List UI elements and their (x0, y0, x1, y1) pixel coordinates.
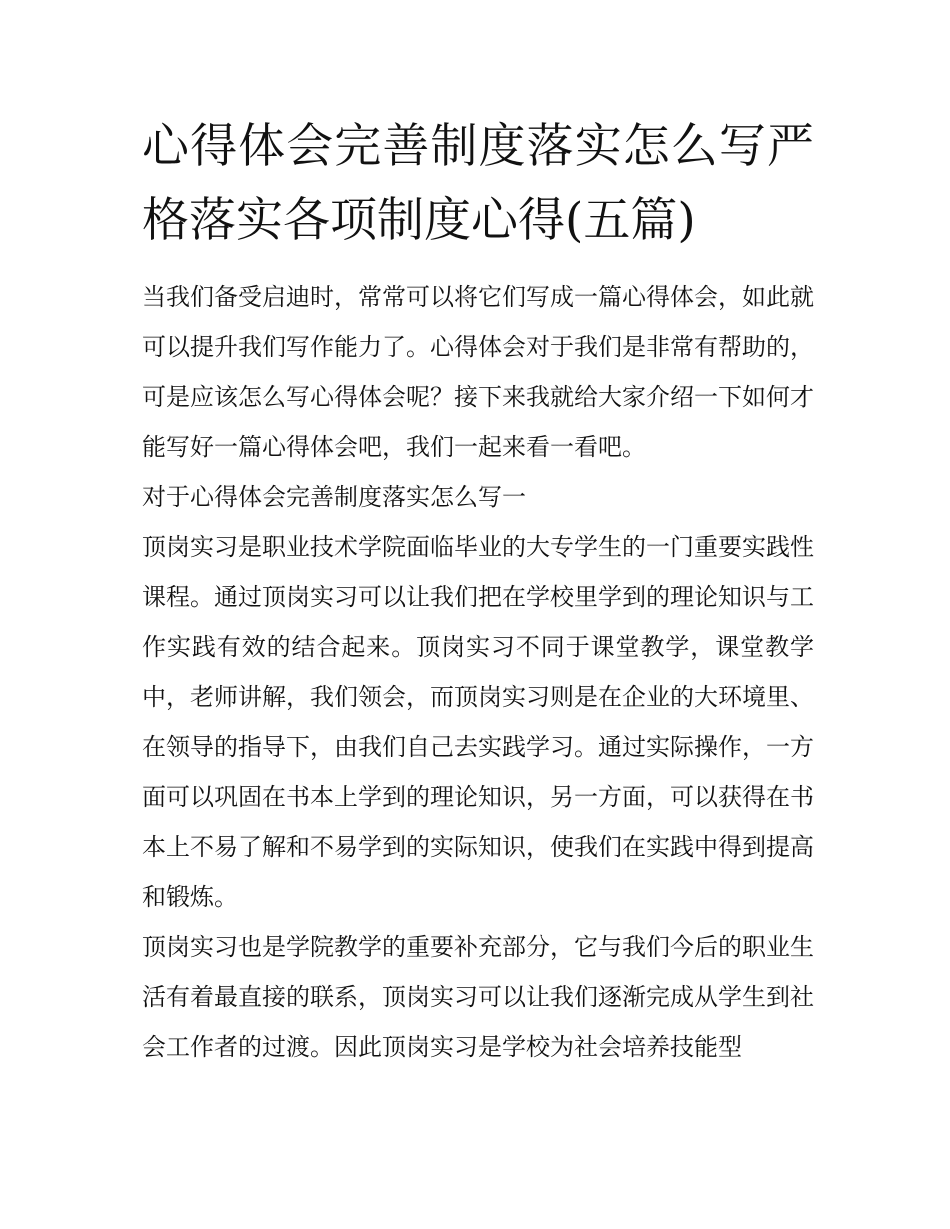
section-heading: 对于心得体会完善制度落实怎么写一 (142, 483, 526, 511)
document-page (142, 110, 814, 1072)
body-paragraph-2: 顶岗实习也是学院教学的重要补充部分，它与我们今后的职业生活有着最直接的联系，顶岗实习可以让我们逐渐完成从学生到社会工作者的过渡。因此顶岗实习是学校为社会培养技能型 (142, 933, 814, 1061)
document-title: 心得体会完善制度落实怎么写严格落实各项制度心得(五篇) (142, 119, 814, 248)
intro-paragraph: 当我们备受启迪时，常常可以将它们写成一篇心得体会，如此就可以提升我们写作能力了。心得体会对于我们是非常有帮助的，可是应该怎么写心得体会呢？接下来我就给大家介绍一下如何才能写好一篇心得体会吧，我们一起来看一看吧。 (142, 283, 814, 461)
body-paragraph-1: 顶岗实习是职业技术学院面临毕业的大专学生的一门重要实践性课程。通过顶岗实习可以让我们把在学校里学到的理论知识与工作实践有效的结合起来。顶岗实习不同于课堂教学，课堂教学中，老师讲解，我们领会，而顶岗实习则是在企业的大环境里、在领导的指导下，由我们自己去实践学习。通过实际操作，一方面可以巩固在书本上学到的理论知识，另一方面，可以获得在书本上不易了解和不易学到的实际知识，使我们在实践中得到提高和锻炼。 (142, 533, 814, 911)
